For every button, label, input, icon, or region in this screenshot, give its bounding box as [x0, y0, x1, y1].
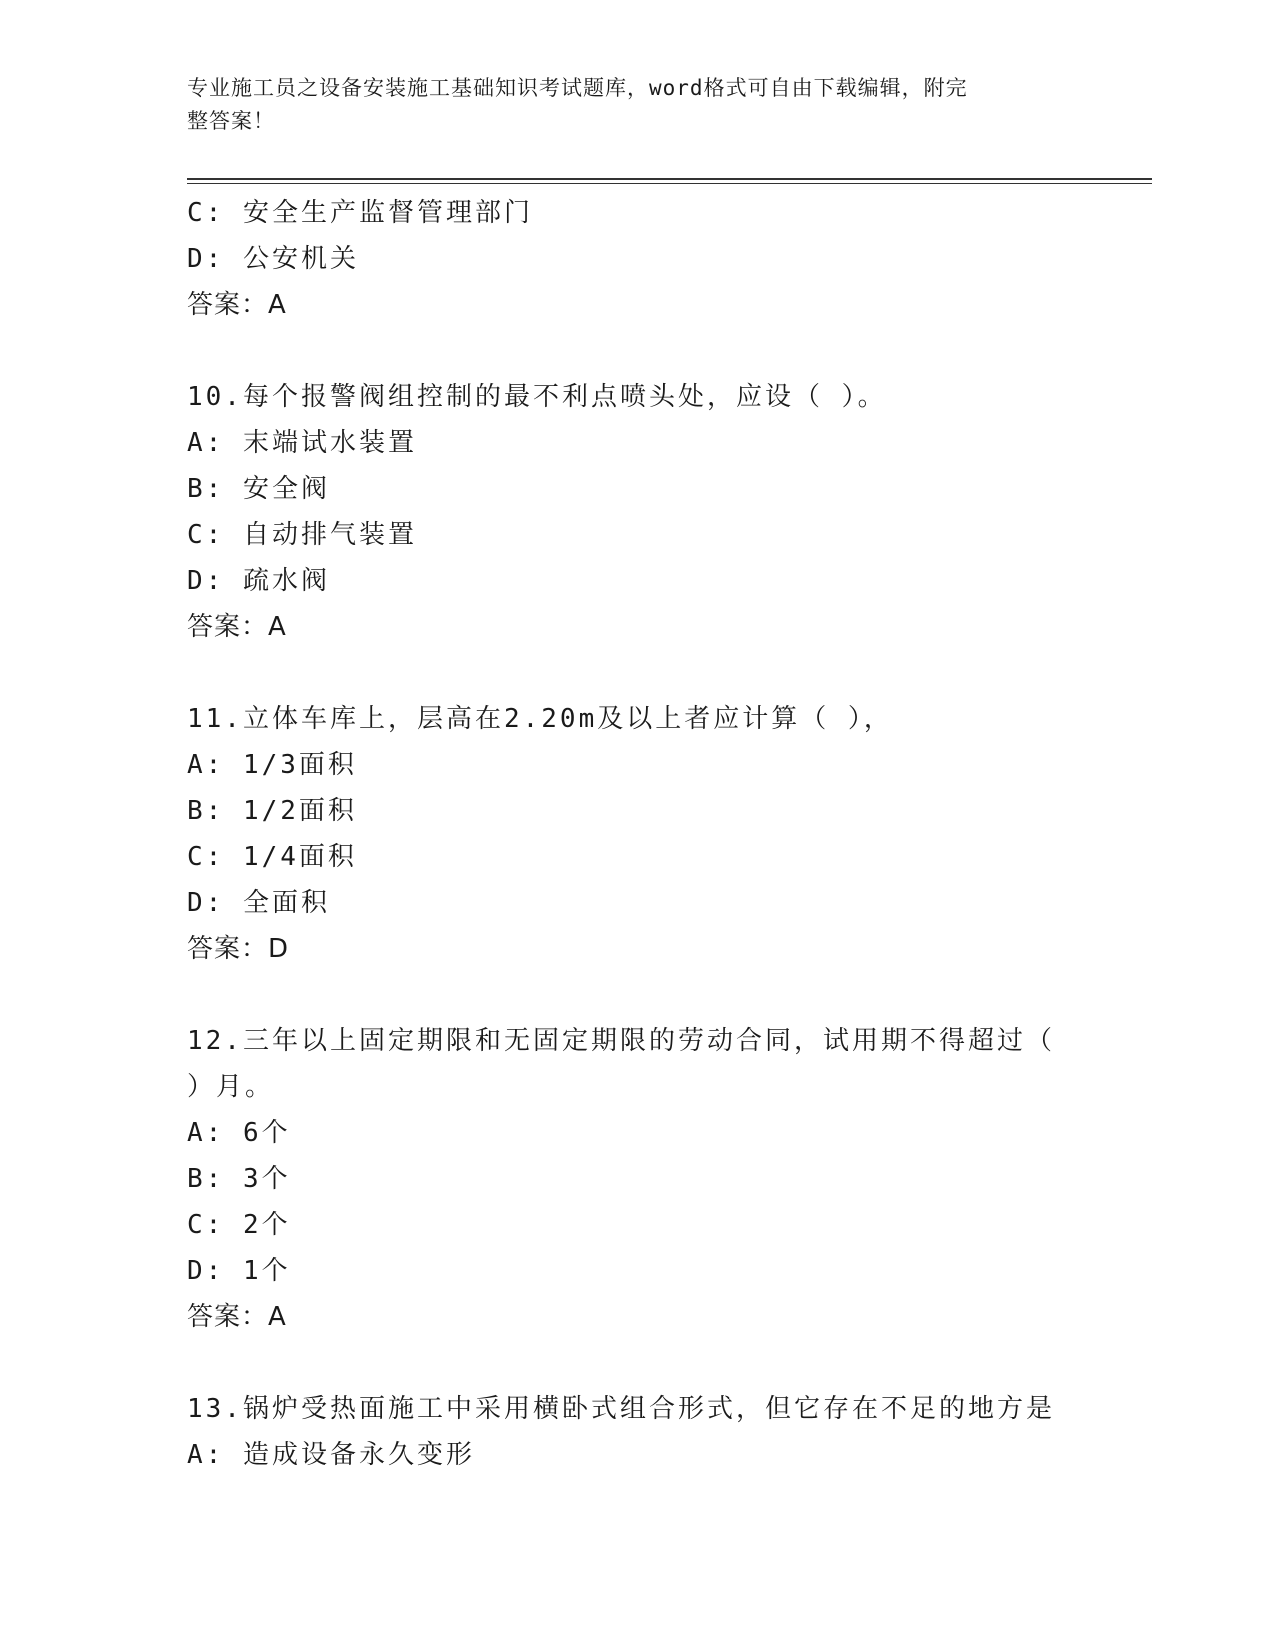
option-line: C: 2个 — [187, 1210, 291, 1240]
header-title-line-2: 整答案！ — [187, 109, 275, 133]
option-line: B: 安全阀 — [187, 474, 330, 504]
question-text: ）月。 — [187, 1072, 275, 1102]
document-header — [187, 72, 1067, 138]
option-line: D: 全面积 — [187, 888, 330, 918]
question-text: 11.立体车库上，层高在2.20m及以上者应计算（ ）， — [187, 704, 893, 734]
question-text: 13.锅炉受热面施工中采用横卧式组合形式，但它存在不足的地方是 — [187, 1394, 1055, 1424]
option-line: A: 造成设备永久变形 — [187, 1440, 475, 1470]
spacer — [187, 972, 1087, 1018]
option-line: B: 3个 — [187, 1164, 291, 1194]
answer-line: 答案：D — [187, 934, 290, 964]
answer-line: 答案：A — [187, 612, 287, 642]
option-line: C: 1/4面积 — [187, 842, 357, 872]
header-divider-thick — [187, 178, 1152, 180]
option-line: D: 疏水阀 — [187, 566, 330, 596]
question-text: 12.三年以上固定期限和无固定期限的劳动合同，试用期不得超过（ — [187, 1026, 1055, 1056]
header-divider-thin — [187, 183, 1152, 184]
option-line: A: 1/3面积 — [187, 750, 357, 780]
question-list — [187, 190, 1087, 1478]
option-line: B: 1/2面积 — [187, 796, 357, 826]
option-line: D: 1个 — [187, 1256, 291, 1286]
spacer — [187, 650, 1087, 696]
option-line: A: 末端试水装置 — [187, 428, 417, 458]
option-line: A: 6个 — [187, 1118, 291, 1148]
answer-line: 答案：A — [187, 290, 287, 320]
header-title-line-1: 专业施工员之设备安装施工基础知识考试题库，word格式可自由下载编辑，附完 — [187, 76, 968, 100]
spacer — [187, 328, 1087, 374]
option-line: C: 自动排气装置 — [187, 520, 417, 550]
option-line: D: 公安机关 — [187, 244, 359, 274]
answer-line: 答案：A — [187, 1302, 287, 1332]
question-text: 10.每个报警阀组控制的最不利点喷头处，应设（ ）。 — [187, 382, 887, 412]
option-line: C: 安全生产监督管理部门 — [187, 198, 533, 228]
spacer — [187, 1340, 1087, 1386]
